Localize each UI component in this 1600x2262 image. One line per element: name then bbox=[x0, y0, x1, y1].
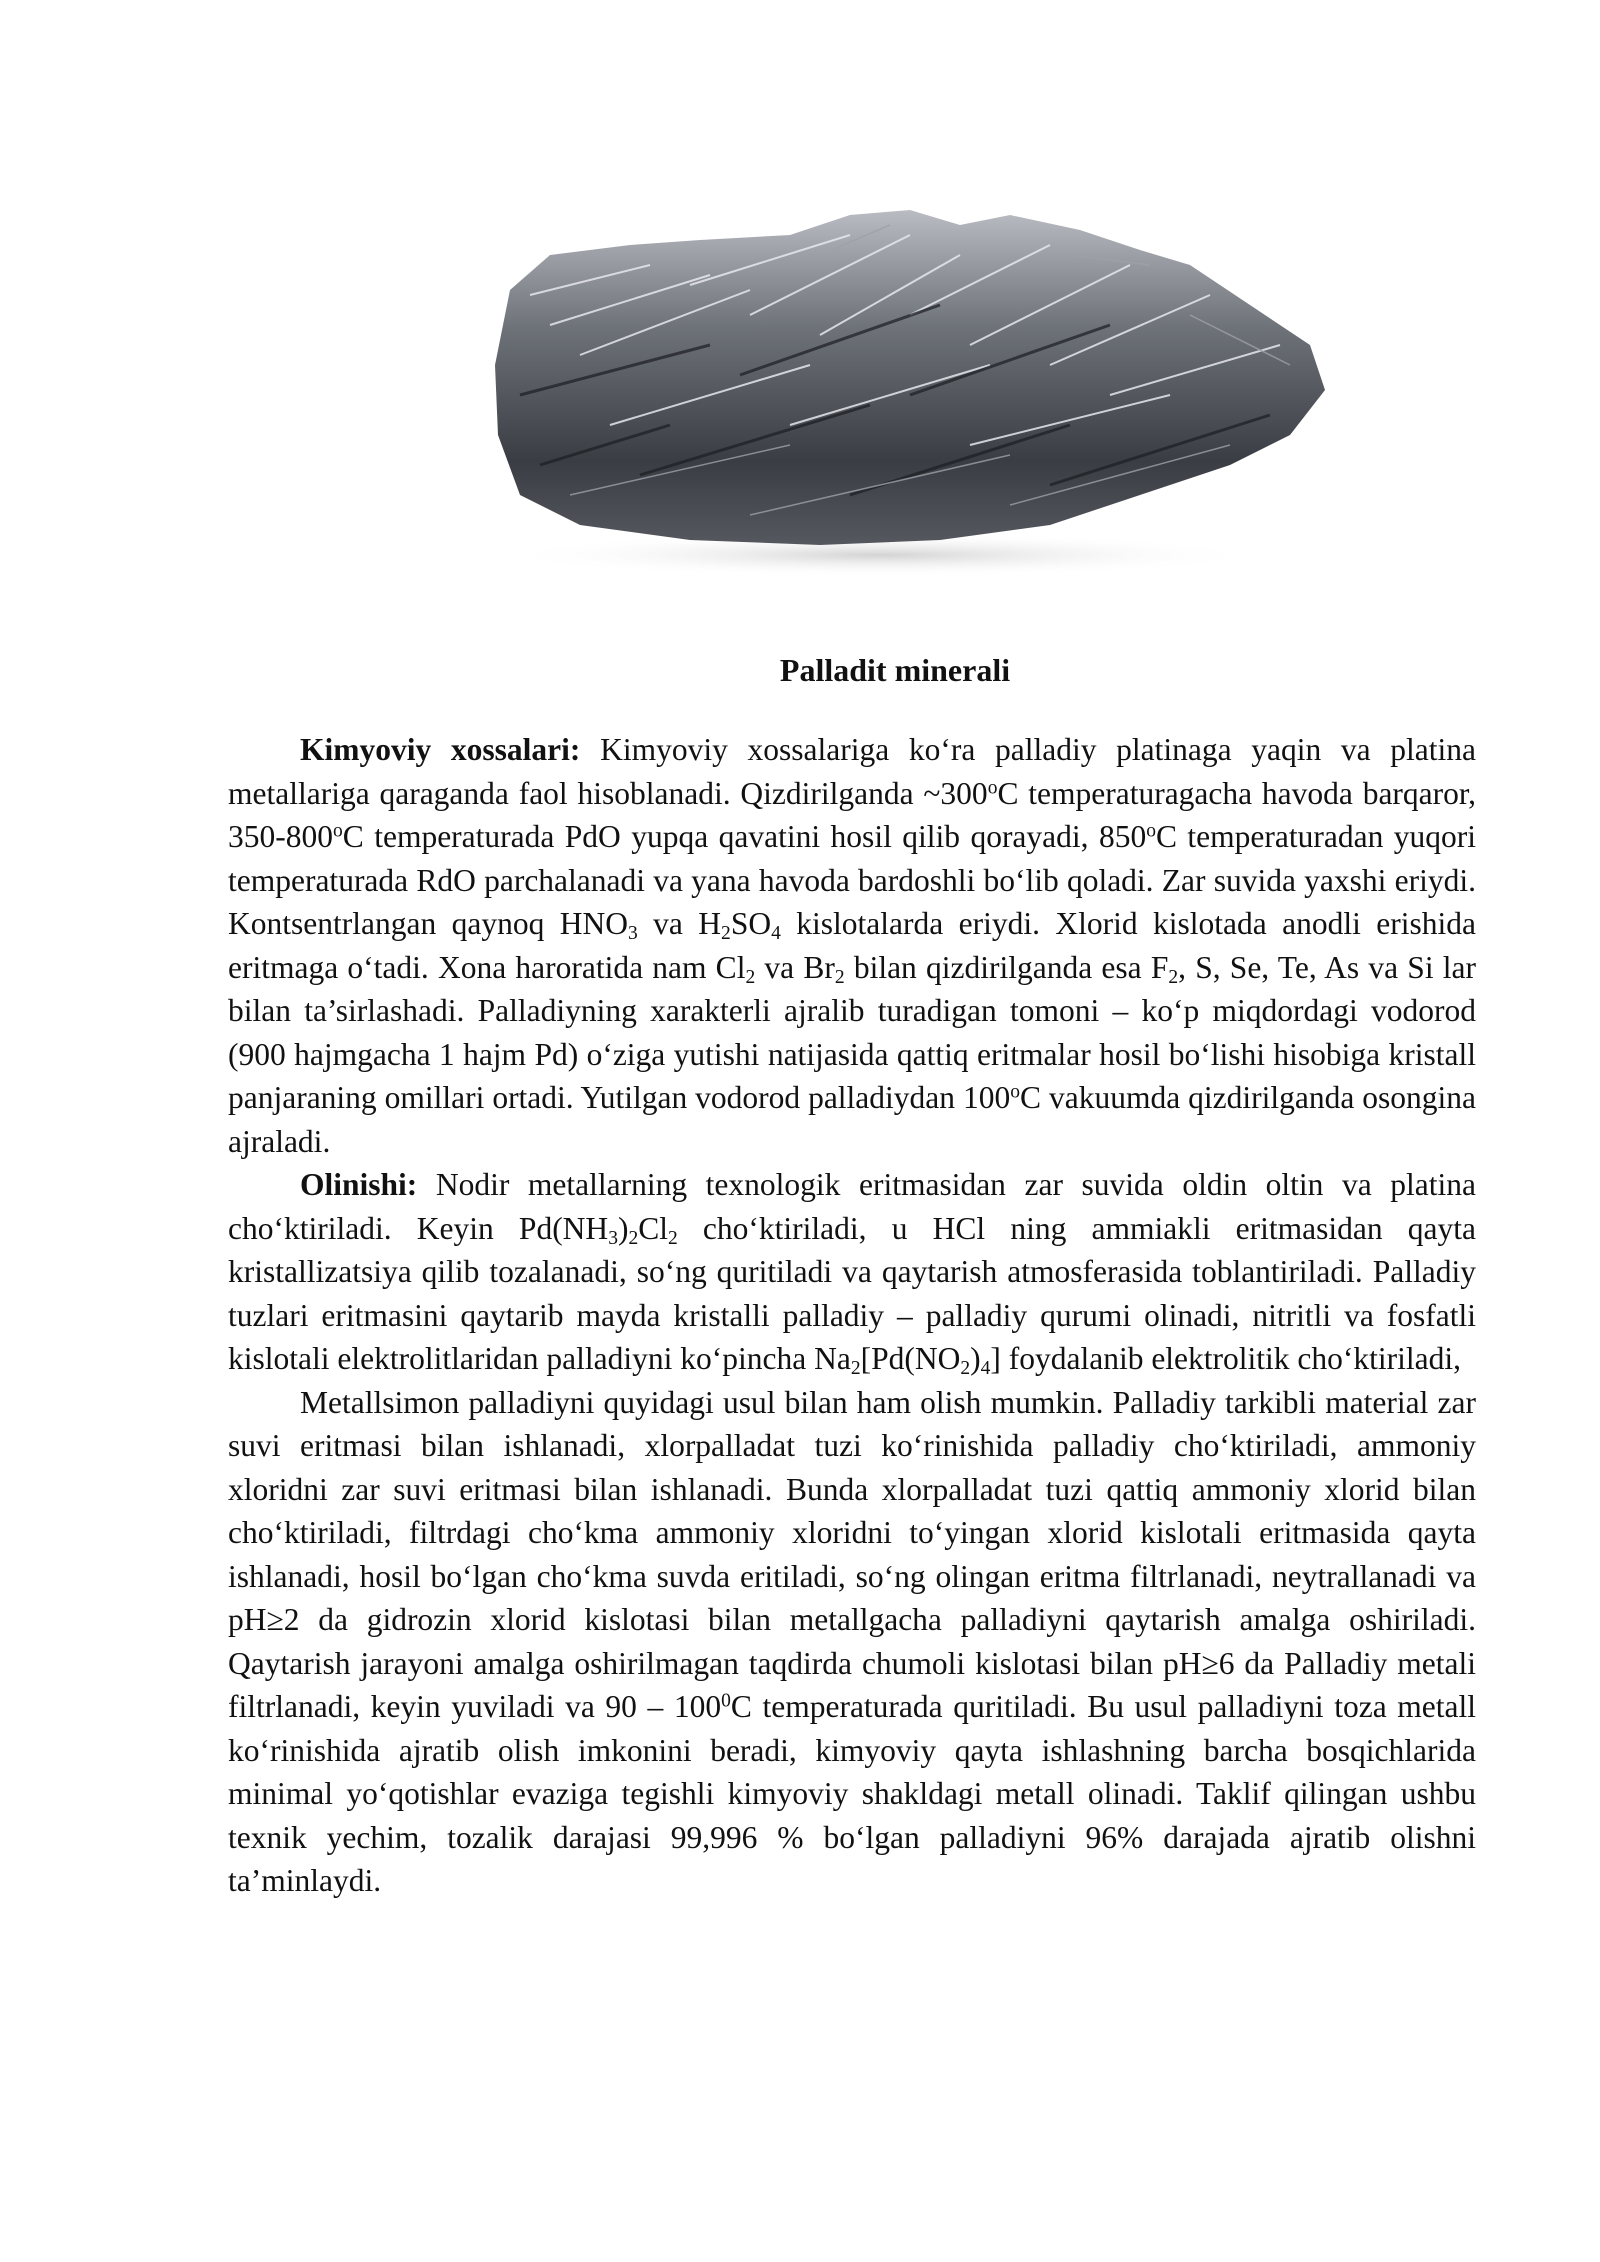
superscript: 0 bbox=[721, 1690, 731, 1712]
text-run: Metallsimon palladiyni quyidagi usul bilan ham olish mumkin. Palladiy tarkibli material zar suvi eritmasi bilan ishlanadi, xlorpalladat tuzi ko‘rinishida palladiy cho‘ktiriladi, ammoniy xloridni zar suvi eritmasi bilan ishlanadi. Bunda xlorpalladat tuzi qattiq ammoniy xlorid bilan cho‘ktiriladi, filtrdagi cho‘kma ammoniy xloridni to‘yingan xlorid kislotali eritmasida qayta ishlanadi, hosil bo‘lgan cho‘kma suvda eritiladi, so‘ng olingan eritma filtrlanadi, neytrallanadi va pH≥2 da gidrozin xlorid kislotasi bilan metallgacha palladiyni qaytarish amalga oshiriladi. Qaytarish jarayoni amalga oshirilmagan taqdirda chumoli kislotasi bilan pH≥6 da Palladiy metali filtrlanadi, keyin yuviladi va 90 – 100 bbox=[228, 1384, 1476, 1724]
text-run: Cl bbox=[638, 1210, 668, 1246]
text-run: Nodir metallarning texnologik eritmasidan zar suvida oldin oltin va platina cho‘ktiriladi. Keyin Pd(NH bbox=[228, 1167, 1476, 1246]
text-run: ) bbox=[617, 1210, 629, 1246]
text-run: cho‘ktiriladi, u HCl ning ammiakli eritmasidan qayta kristallizatsiya qilib tozalanadi, so‘ng quritiladi va qaytarish atmosferasida toblantiriladi. Palladiy tuzlari eritmasini qaytarib mayda kristalli palladiy – palladiy qurumi olinadi, nitritli va fosfatli kislotali elektrolitlaridan palladiyni ko‘pincha Na bbox=[228, 1210, 1476, 1376]
document-body bbox=[228, 728, 1476, 1903]
text-run: C temperaturada quritiladi. Bu usul palladiyni toza metall ko‘rinishida ajratib olish imkonini beradi, kimyoviy qayta ishlashning barcha bosqichlarida minimal yo‘qotishlar evaziga tegishli kimyoviy shakldagi metall olinadi. Taklif qilingan ushbu texnik yechim, tozalik darajasi 99,996 % bo‘lgan palladiyni 96% darajada ajratib olishni ta’minlaydi. bbox=[228, 1689, 1477, 1898]
palladium-crystal-photo bbox=[490, 195, 1340, 595]
text-run: bilan qizdirilganda esa F bbox=[844, 949, 1169, 985]
superscript: o bbox=[1146, 820, 1156, 842]
obtaining-heading: Olinishi: bbox=[300, 1167, 418, 1202]
text-run: SO bbox=[730, 906, 772, 941]
figure-caption: Palladit minerali bbox=[779, 652, 1011, 688]
text-run: Kimyoviy xossalariga ko‘ra palladiy platinaga yaqin va platina metallariga qaraganda faol hisoblanadi. Qizdirilganda ~300 bbox=[228, 732, 1476, 811]
text-run: va H bbox=[637, 906, 722, 941]
subscript: 4 bbox=[980, 1357, 991, 1379]
subscript: 2 bbox=[745, 966, 756, 988]
superscript: o bbox=[987, 776, 998, 798]
superscript: o bbox=[333, 820, 343, 842]
subscript: 3 bbox=[608, 1227, 618, 1249]
text-run: , S, Se, Te, As va Si lar bilan ta’sirlashadi. Palladiyning xarakterli ajralib turadigan tomoni – ko‘p miqdordagi vodorod (900 hajmgacha 1 hajm Pd) o‘ziga yutishi natijasida qattiq eritmalar hosil bo‘lishi hisobiga kristall panjaraning omillari ortadi. Yutilgan vodorod palladiydan 100 bbox=[228, 949, 1477, 1115]
text-run: kislotalarda eriydi. Xlorid kislotada anodli erishida eritmaga o‘tadi. Xona haroratida nam Cl bbox=[228, 906, 1477, 985]
subscript: 2 bbox=[721, 922, 731, 944]
text-run: ) bbox=[970, 1341, 981, 1376]
text-run: C temperaturadan yuqori temperaturada RdO parchalanadi va yana havoda bardoshli bo‘lib qoladi. Zar suvida yaxshi eriydi. Kontsentrlangan qaynoq HNO bbox=[228, 819, 1476, 941]
text-run: [Pd(NO bbox=[860, 1341, 961, 1376]
text-run: C temperaturagacha havoda barqaror, 350-800 bbox=[228, 775, 1476, 854]
obtaining-paragraph bbox=[228, 1163, 1476, 1381]
chemical-properties-paragraph bbox=[228, 728, 1476, 1163]
method-paragraph bbox=[228, 1381, 1476, 1903]
text-run: C vakuumda qizdirilganda osongina ajraladi. bbox=[228, 1080, 1477, 1159]
subscript: 2 bbox=[960, 1357, 971, 1379]
subscript: 2 bbox=[667, 1227, 678, 1249]
text-run: ] foydalanib elektrolitik cho‘ktiriladi, bbox=[990, 1341, 1461, 1376]
subscript: 2 bbox=[834, 966, 845, 988]
subscript: 2 bbox=[628, 1227, 639, 1249]
superscript: o bbox=[1010, 1081, 1020, 1103]
subscript: 2 bbox=[850, 1357, 861, 1379]
subscript: 2 bbox=[1168, 966, 1179, 988]
chemical-properties-heading: Kimyoviy xossalari: bbox=[300, 732, 581, 767]
subscript: 3 bbox=[627, 922, 638, 944]
text-run: va Br bbox=[755, 949, 835, 985]
subscript: 4 bbox=[771, 922, 781, 944]
text-run: C temperaturada PdO yupqa qavatini hosil qilib qorayadi, 850 bbox=[342, 819, 1147, 854]
